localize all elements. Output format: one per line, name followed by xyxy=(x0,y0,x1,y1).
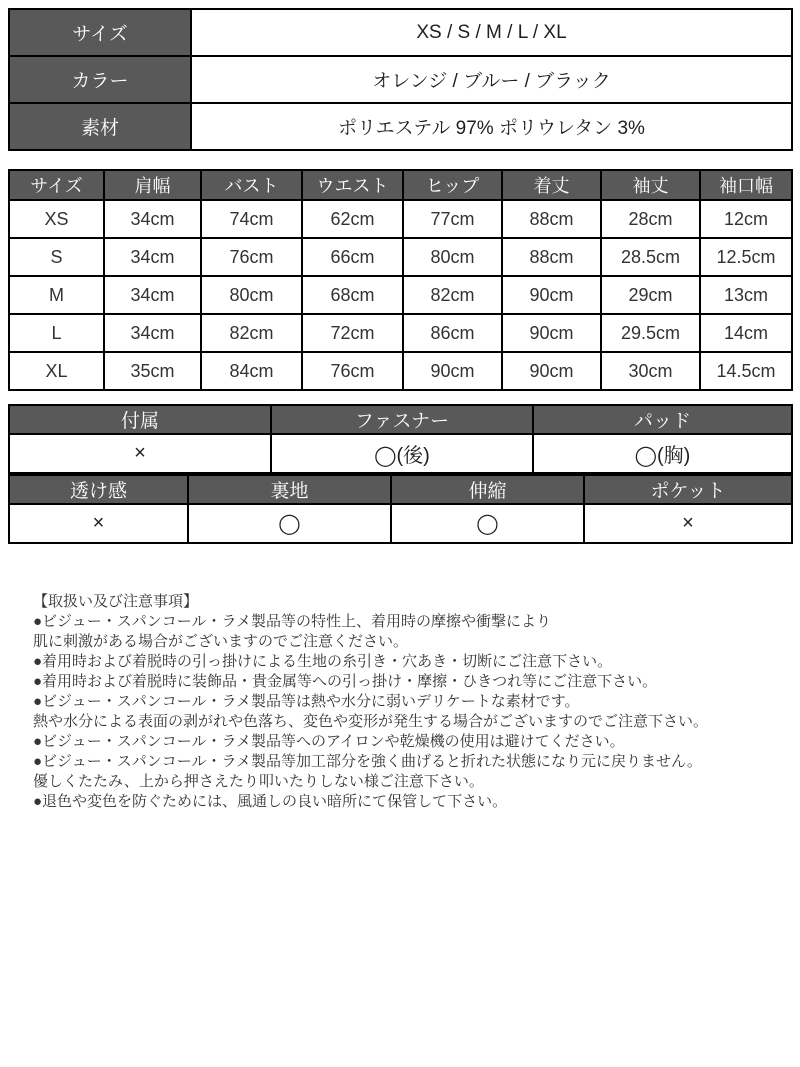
table-cell: 35cm xyxy=(104,352,201,390)
sheerness-value: × xyxy=(9,504,188,543)
features1-value-row xyxy=(9,434,792,473)
table-cell: 68cm xyxy=(302,276,403,314)
col-header-shoulder-width: 肩幅 xyxy=(104,170,201,200)
lining-value: ◯ xyxy=(188,504,391,543)
spec-value-size: XS / S / M / L / XL xyxy=(191,9,792,56)
table-cell: 34cm xyxy=(104,276,201,314)
col-header-sleeve-length: 袖丈 xyxy=(601,170,700,200)
spec-label-material: 素材 xyxy=(9,103,191,150)
table-cell: 12.5cm xyxy=(700,238,792,276)
col-header-bust: バスト xyxy=(201,170,302,200)
table-row-m xyxy=(9,276,792,314)
spec-label-size: サイズ xyxy=(9,9,191,56)
table-cell: 12cm xyxy=(700,200,792,238)
spec-value-color: オレンジ / ブルー / ブラック xyxy=(191,56,792,103)
features-table-1 xyxy=(8,404,793,474)
features1-header-row xyxy=(9,405,792,434)
care-note-line: 熱や水分による表面の剥がれや色落ち、変色や変形が発生する場合がございますのでご注意下さい。 xyxy=(33,713,709,730)
col-header-stretch: 伸縮 xyxy=(391,475,584,504)
table-cell: 90cm xyxy=(502,314,601,352)
stretch-value: ◯ xyxy=(391,504,584,543)
col-header-accessory: 付属 xyxy=(9,405,271,434)
table-cell: 62cm xyxy=(302,200,403,238)
fastener-value: ◯(後) xyxy=(271,434,533,473)
pocket-value: × xyxy=(584,504,792,543)
col-header-pad: パッド xyxy=(533,405,792,434)
care-note-line: 優しくたたみ、上から押さえたり叩いたりしない様ご注意下さい。 xyxy=(33,773,484,790)
table-cell: XL xyxy=(9,352,104,390)
table-cell: 74cm xyxy=(201,200,302,238)
care-note-line: 肌に刺激がある場合がございますのでご注意ください。 xyxy=(33,633,409,650)
table-row xyxy=(9,103,792,150)
col-header-waist: ウエスト xyxy=(302,170,403,200)
features2-value-row xyxy=(9,504,792,543)
table-cell: 28cm xyxy=(601,200,700,238)
table-cell: L xyxy=(9,314,104,352)
care-notes xyxy=(33,592,780,812)
table-cell: S xyxy=(9,238,104,276)
table-cell: 66cm xyxy=(302,238,403,276)
table-row-s xyxy=(9,238,792,276)
col-header-lining: 裏地 xyxy=(188,475,391,504)
table-cell: 80cm xyxy=(201,276,302,314)
table-cell: 72cm xyxy=(302,314,403,352)
table-cell: 88cm xyxy=(502,200,601,238)
size-measurement-table xyxy=(8,169,793,391)
accessory-value: × xyxy=(9,434,271,473)
table-cell: 34cm xyxy=(104,238,201,276)
spec-table xyxy=(8,8,793,151)
table-cell: 84cm xyxy=(201,352,302,390)
table-cell: 90cm xyxy=(502,276,601,314)
col-header-sheerness: 透け感 xyxy=(9,475,188,504)
table-cell: 90cm xyxy=(403,352,502,390)
care-notes-title: 【取扱い及び注意事項】 xyxy=(33,593,199,610)
table-cell: 34cm xyxy=(104,314,201,352)
size-table-header-row xyxy=(9,170,792,200)
table-cell: 76cm xyxy=(302,352,403,390)
table-cell: 77cm xyxy=(403,200,502,238)
table-cell: 29.5cm xyxy=(601,314,700,352)
table-row-xl xyxy=(9,352,792,390)
spec-label-color: カラー xyxy=(9,56,191,103)
pad-value: ◯(胸) xyxy=(533,434,792,473)
table-cell: 28.5cm xyxy=(601,238,700,276)
table-cell: 34cm xyxy=(104,200,201,238)
table-cell: 90cm xyxy=(502,352,601,390)
col-header-length: 着丈 xyxy=(502,170,601,200)
table-cell: 30cm xyxy=(601,352,700,390)
col-header-hip: ヒップ xyxy=(403,170,502,200)
care-note-line: ●ビジュー・スパンコール・ラメ製品等は熱や水分に弱いデリケートな素材です。 xyxy=(33,693,580,710)
table-cell: 14.5cm xyxy=(700,352,792,390)
table-cell: 88cm xyxy=(502,238,601,276)
table-row-l xyxy=(9,314,792,352)
col-header-fastener: ファスナー xyxy=(271,405,533,434)
col-header-cuff-width: 袖口幅 xyxy=(700,170,792,200)
spec-value-material: ポリエステル 97% ポリウレタン 3% xyxy=(191,103,792,150)
col-header-pocket: ポケット xyxy=(584,475,792,504)
care-note-line: ●退色や変色を防ぐためには、風通しの良い暗所にて保管して下さい。 xyxy=(33,793,508,810)
table-row xyxy=(9,9,792,56)
features2-header-row xyxy=(9,475,792,504)
table-row xyxy=(9,56,792,103)
table-row-xs xyxy=(9,200,792,238)
table-cell: 29cm xyxy=(601,276,700,314)
table-cell: XS xyxy=(9,200,104,238)
table-cell: 14cm xyxy=(700,314,792,352)
table-cell: M xyxy=(9,276,104,314)
table-cell: 86cm xyxy=(403,314,502,352)
col-header-size: サイズ xyxy=(9,170,104,200)
table-cell: 80cm xyxy=(403,238,502,276)
table-cell: 13cm xyxy=(700,276,792,314)
table-cell: 82cm xyxy=(201,314,302,352)
care-note-line: ●着用時および着脱時の引っ掛けによる生地の糸引き・穴あき・切断にご注意下さい。 xyxy=(33,653,613,670)
care-note-line: ●ビジュー・スパンコール・ラメ製品等へのアイロンや乾燥機の使用は避けてください。 xyxy=(33,733,625,750)
care-note-line: ●ビジュー・スパンコール・ラメ製品等の特性上、着用時の摩擦や衝撃により xyxy=(33,613,552,630)
table-cell: 76cm xyxy=(201,238,302,276)
care-note-line: ●ビジュー・スパンコール・ラメ製品等加工部分を強く曲げると折れた状態になり元に戻りません。 xyxy=(33,753,702,770)
care-note-line: ●着用時および着脱時に装飾品・貴金属等への引っ掛け・摩擦・ひきつれ等にご注意下さい。 xyxy=(33,673,658,690)
features-table-2 xyxy=(8,474,793,544)
table-cell: 82cm xyxy=(403,276,502,314)
